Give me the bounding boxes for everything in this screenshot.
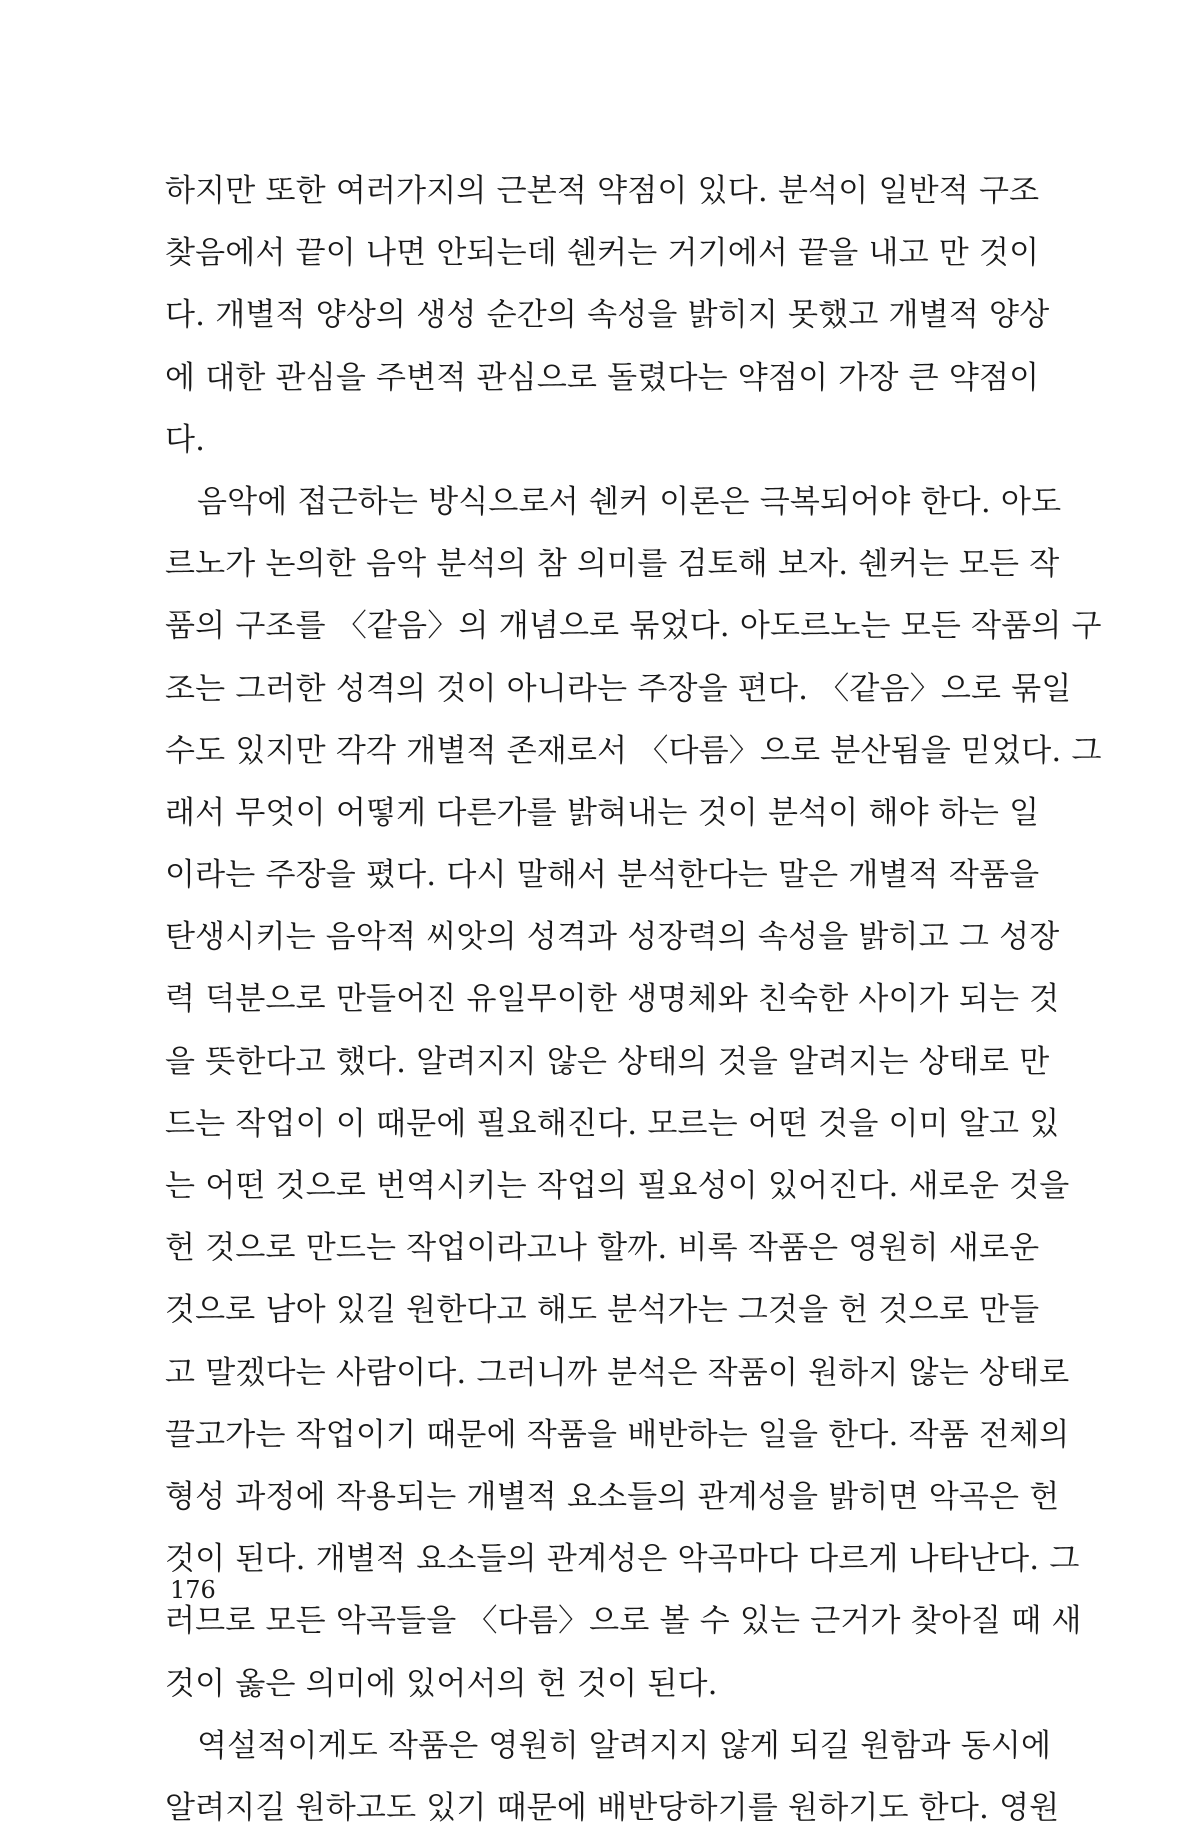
body-text: [165, 160, 1102, 1839]
paragraph-start-line: 역설적이게도 작품은 영원히 알려지지 않게 되길 원함과 동시에: [197, 1727, 1052, 1764]
text-line: 하지만 또한 여러가지의 근본적 약점이 있다. 분석이 일반적 구조: [165, 173, 1040, 209]
text-line: 래서 무엇이 어떻게 다른가를 밝혀내는 것이 분석이 해야 하는 일: [165, 794, 1040, 831]
paragraph-start-line: 음악에 접근하는 방식으로서 쉔커 이론은 극복되어야 한다. 아도: [197, 483, 1062, 520]
text-line: 이라는 주장을 폈다. 다시 말해서 분석한다는 말은 개별적 작품을: [165, 857, 1040, 894]
text-line: 러므로 모든 악곡들을 〈다름〉으로 볼 수 있는 근거가 찾아질 때 새: [165, 1603, 1082, 1640]
text-line: 고 말겠다는 사람이다. 그러니까 분석은 작품이 원하지 않는 상태로: [165, 1354, 1070, 1391]
text-line: 알려지길 원하고도 있기 때문에 배반당하기를 원하기도 한다. 영원: [165, 1789, 1060, 1826]
text-line: 헌 것으로 만드는 작업이라고나 할까. 비록 작품은 영원히 새로운: [165, 1230, 1040, 1267]
text-line: 것으로 남아 있길 원한다고 해도 분석가는 그것을 헌 것으로 만들: [165, 1292, 1040, 1329]
text-line: 드는 작업이 이 때문에 필요해진다. 모르는 어떤 것을 이미 알고 있: [165, 1105, 1060, 1142]
text-line: 끌고가는 작업이기 때문에 작품을 배반하는 일을 한다. 작품 전체의: [165, 1416, 1070, 1453]
text-line: 탄생시키는 음악적 씨앗의 성격과 성장력의 속성을 밝히고 그 성장: [165, 919, 1060, 956]
page-number: 176: [170, 1576, 216, 1604]
text-line: 찾음에서 끝이 나면 안되는데 쉔커는 거기에서 끝을 내고 만 것이: [165, 235, 1040, 272]
text-line: 다.: [165, 421, 206, 458]
text-line: 조는 그러한 성격의 것이 아니라는 주장을 편다. 〈같음〉으로 묶일: [165, 670, 1072, 707]
text-line: 품의 구조를 〈같음〉의 개념으로 묶었다. 아도르노는 모든 작품의 구: [165, 608, 1102, 645]
text-line: 을 뜻한다고 했다. 알려지지 않은 상태의 것을 알려지는 상태로 만: [165, 1043, 1050, 1080]
text-line: 력 덕분으로 만들어진 유일무이한 생명체와 친숙한 사이가 되는 것: [165, 981, 1060, 1018]
text-line: 는 어떤 것으로 번역시키는 작업의 필요성이 있어진다. 새로운 것을: [165, 1168, 1070, 1204]
text-line: 에 대한 관심을 주변적 관심으로 돌렸다는 약점이 가장 큰 약점이: [165, 359, 1040, 396]
text-line: 형성 과정에 작용되는 개별적 요소들의 관계성을 밝히면 악곡은 헌: [165, 1478, 1060, 1515]
text-line: 수도 있지만 각각 개별적 존재로서 〈다름〉으로 분산됨을 믿었다. 그: [165, 732, 1102, 769]
text-line: 것이 옳은 의미에 있어서의 헌 것이 된다.: [165, 1665, 718, 1702]
text-line: 것이 된다. 개별적 요소들의 관계성은 악곡마다 다르게 나타난다. 그: [165, 1541, 1080, 1578]
text-line: 다. 개별적 양상의 생성 순간의 속성을 밝히지 못했고 개별적 양상: [165, 297, 1050, 334]
text-line: 르노가 논의한 음악 분석의 참 의미를 검토해 보자. 쉔커는 모든 작: [165, 546, 1060, 583]
